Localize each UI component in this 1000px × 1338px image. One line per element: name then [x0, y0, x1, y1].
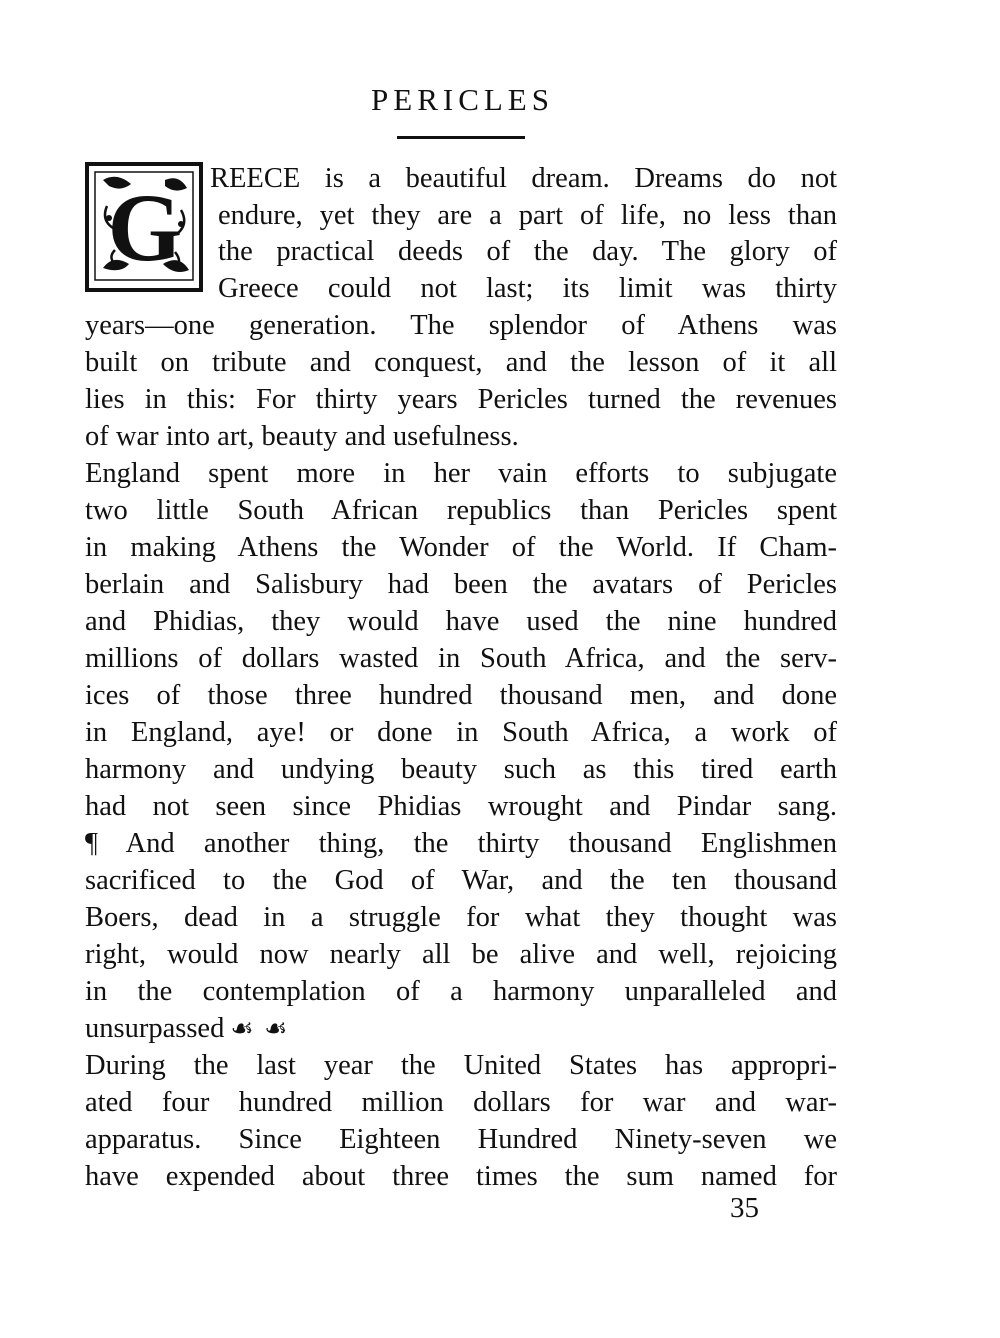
text-line: have expended about three times the sum named for [85, 1161, 837, 1192]
drop-cap-g-ornament [85, 160, 205, 294]
text-line: England spent more in her vain efforts to subjugate [85, 458, 837, 489]
text-line-with-fleurons [85, 1010, 837, 1047]
text-line: REECE is a beautiful dream. Dreams do not [210, 163, 837, 194]
text-line: had not seen since Phidias wrought and Pindar sang. [85, 791, 837, 822]
page-title: PERICLES [371, 82, 554, 117]
text-line: Boers, dead in a struggle for what they thought was [85, 902, 837, 933]
text-line: the practical deeds of the day. The glory of [218, 236, 837, 267]
text-line: two little South African republics than Pericles spent [85, 495, 837, 526]
text-line: berlain and Salisbury had been the avatars of Pericles [85, 569, 837, 600]
text-line: sacrificed to the God of War, and the ten thousand [85, 865, 837, 896]
title-rule [397, 136, 525, 139]
text-line: ¶ And another thing, the thirty thousand Englishmen [85, 828, 837, 859]
text-line: Greece could not last; its limit was thirty [218, 273, 837, 304]
text-line: unsurpassed [85, 1013, 225, 1044]
drop-cap-letter: G [107, 174, 183, 281]
text-line: ices of those three hundred thousand men, and done [85, 680, 837, 711]
text-line: endure, yet they are a part of life, no less than [218, 200, 837, 231]
text-line: harmony and undying beauty such as this tired earth [85, 754, 837, 785]
text-line: in England, aye! or done in South Africa, a work of [85, 717, 837, 748]
fleuron-ornaments: ☙ ☙ [230, 1014, 290, 1043]
text-line: in making Athens the Wonder of the World. If Cham- [85, 532, 837, 563]
text-line: During the last year the United States has appropri- [85, 1050, 837, 1081]
text-line: ated four hundred million dollars for war and war- [85, 1087, 837, 1118]
text-line: millions of dollars wasted in South Africa, and the serv- [85, 643, 837, 674]
text-line: right, would now nearly all be alive and well, rejoicing [85, 939, 837, 970]
text-line: in the contemplation of a harmony unparalleled and [85, 976, 837, 1007]
page-number: 35 [730, 1192, 759, 1224]
text-line: and Phidias, they would have used the nine hundred [85, 606, 837, 637]
text-line: built on tribute and conquest, and the lesson of it all [85, 347, 837, 378]
text-line: years—one generation. The splendor of Athens was [85, 310, 837, 341]
text-line: lies in this: For thirty years Pericles turned the revenues [85, 384, 837, 415]
text-line: of war into art, beauty and usefulness. [85, 421, 519, 452]
text-line: apparatus. Since Eighteen Hundred Ninety-seven we [85, 1124, 837, 1155]
